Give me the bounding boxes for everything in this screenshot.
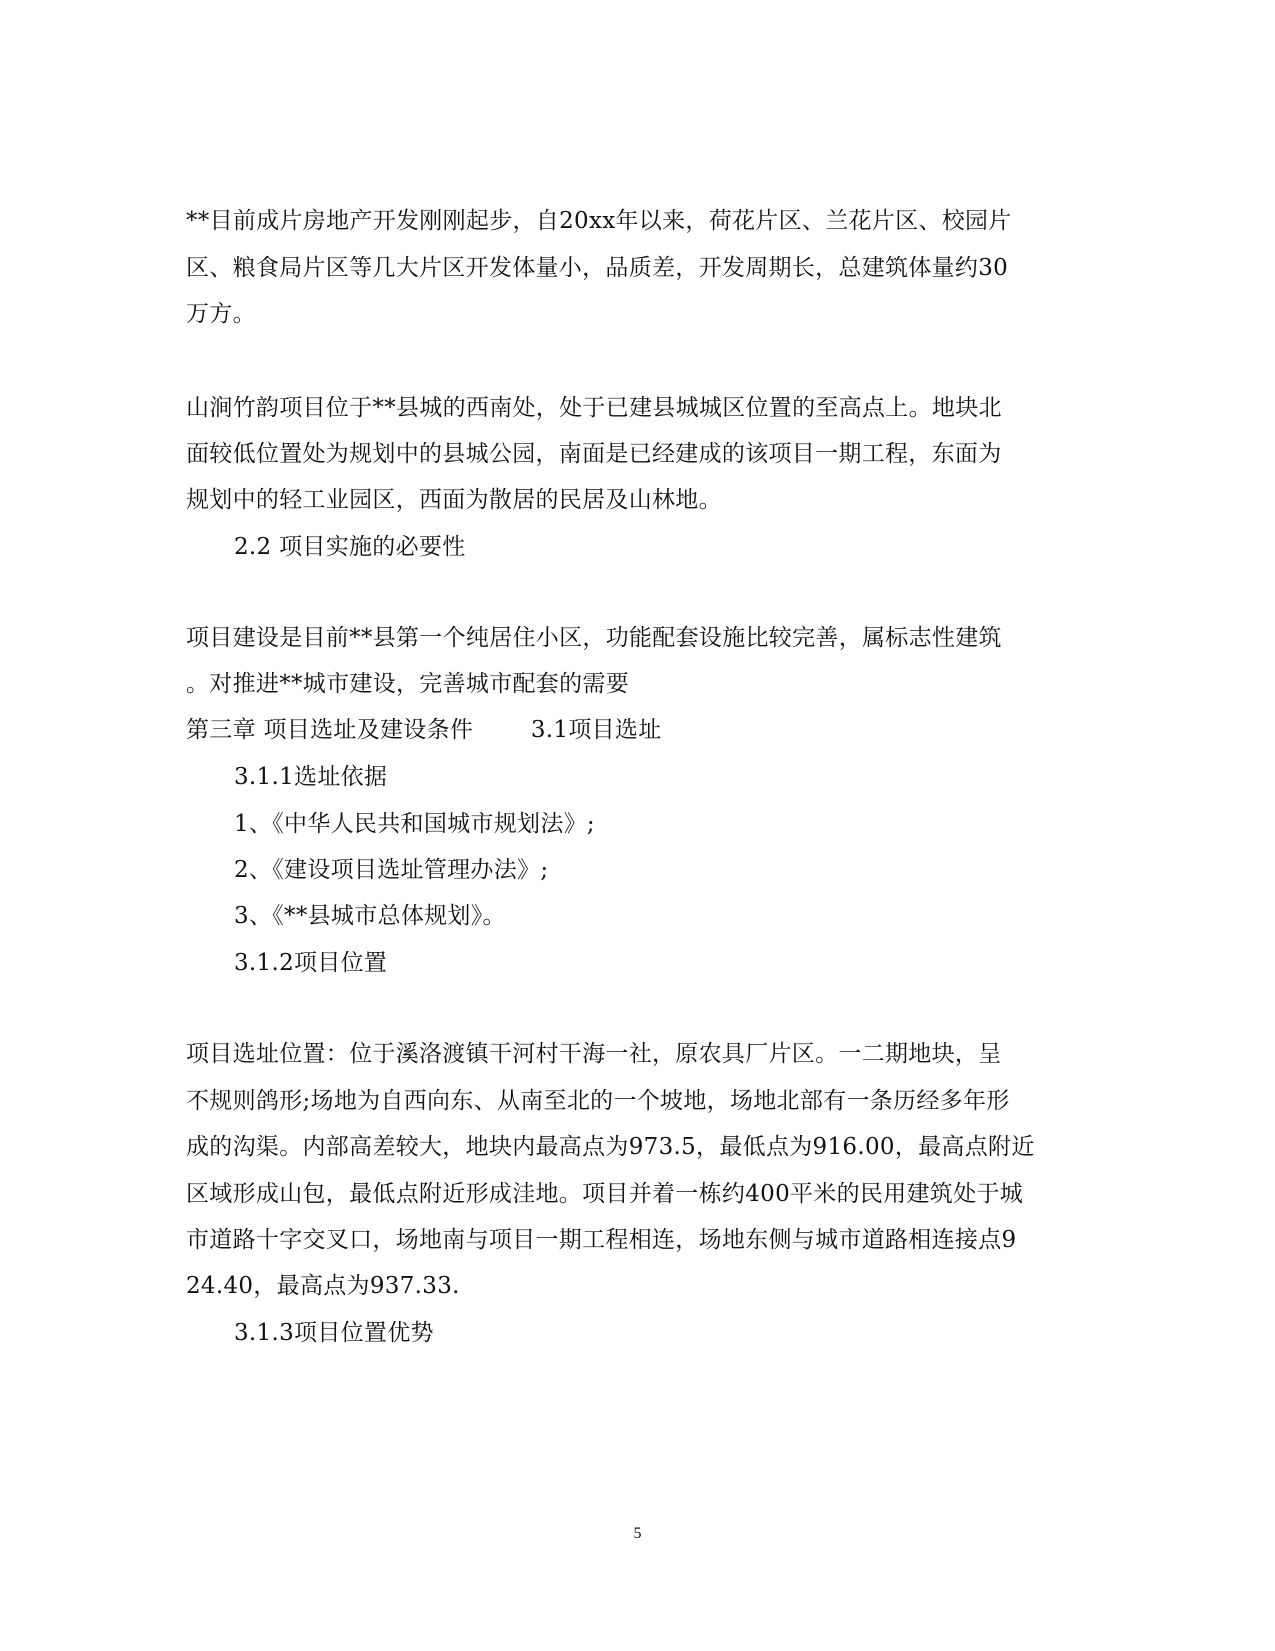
paragraph-2-line-3: 规划中的轻工业园区，西面为散居的民居及山林地。: [186, 487, 722, 513]
basis-item-3: 3、《**县城市总体规划》。: [234, 903, 506, 929]
paragraph-4-line-3: 成的沟渠。内部高差较大，地块内最高点为973.5，最低点为916.00，最高点附近: [186, 1134, 1035, 1160]
paragraph-4-line-2: 不规则鸽形;场地为自西向东、从南至北的一个坡地，场地北部有一条历经多年形: [186, 1088, 1010, 1114]
chapter-3-heading: [186, 716, 1086, 744]
paragraph-4-line-4: 区域形成山包，最低点附近形成洼地。项目并着一栋约400平米的民用建筑处于城: [186, 1181, 1023, 1207]
chapter-3-title: 第三章 项目选址及建设条件: [186, 717, 474, 743]
paragraph-3-line-1: 项目建设是目前**县第一个纯居住小区，功能配套设施比较完善，属标志性建筑: [186, 625, 1002, 651]
section-heading-3-1-2: 3.1.2项目位置: [234, 950, 388, 976]
section-heading-3-1: 3.1项目选址: [530, 717, 662, 743]
section-heading-2-2: 2.2 项目实施的必要性: [234, 534, 466, 560]
section-heading-3-1-1: 3.1.1选址依据: [234, 764, 388, 790]
paragraph-2-line-2: 面较低位置处为规划中的县城公园，南面是已经建成的该项目一期工程，东面为: [186, 441, 1002, 467]
basis-item-1: 1、《中华人民共和国城市规划法》;: [234, 811, 595, 837]
section-heading-3-1-3: 3.1.3项目位置优势: [234, 1320, 434, 1346]
paragraph-4-line-6: 24.40，最高点为937.33.: [186, 1273, 460, 1299]
paragraph-3-line-2: 。对推进**城市建设，完善城市配套的需要: [186, 671, 629, 697]
paragraph-4-line-5: 市道路十字交叉口，场地南与项目一期工程相连，场地东侧与城市道路相连接点9: [186, 1227, 1017, 1253]
paragraph-4-line-1: 项目选址位置：位于溪洛渡镇干河村干海一社，原农具厂片区。一二期地块，呈: [186, 1041, 1002, 1067]
paragraph-1-line-1: **目前成片房地产开发刚刚起步，自20xx年以来，荷花片区、兰花片区、校园片: [186, 208, 1012, 234]
page-number: 5: [633, 1525, 642, 1542]
paragraph-2-line-1: 山涧竹韵项目位于**县城的西南处，处于已建县城城区位置的至高点上。地块北: [186, 395, 1002, 421]
paragraph-1-line-3: 万方。: [186, 301, 256, 327]
basis-item-2: 2、《建设项目选址管理办法》;: [234, 857, 549, 883]
paragraph-1-line-2: 区、粮食局片区等几大片区开发体量小，品质差，开发周期长，总建筑体量约30: [186, 255, 1009, 281]
